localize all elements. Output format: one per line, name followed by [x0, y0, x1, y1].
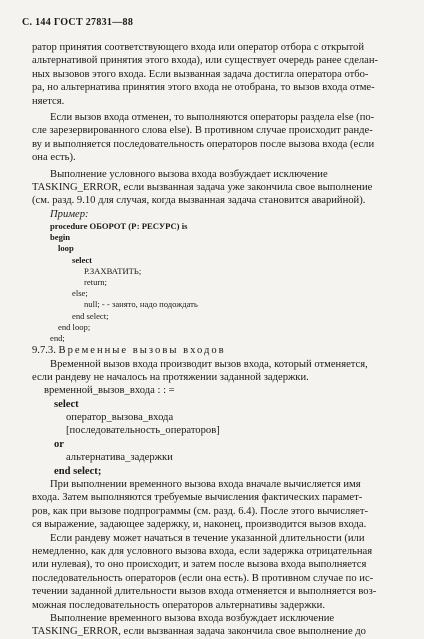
- text-line: TASKING_ERROR, если вызванная задача закончила свое выполнение до: [32, 626, 366, 638]
- syntax-line: оператор_вызова_входа: [66, 412, 174, 424]
- paragraph-6: [32, 532, 400, 612]
- paragraph-1: [32, 41, 400, 108]
- code-line: end select;: [72, 310, 109, 321]
- text-line: Временной вызов входа производит вызов входа, который отменяется,: [50, 358, 368, 370]
- code-line: end;: [50, 332, 65, 343]
- text-line: последовательность операторов (если она есть). В противном случае по ис-: [32, 572, 374, 584]
- syntax-line: end select;: [54, 465, 102, 477]
- code-line: procedure ОБОРОТ (Р: РЕСУРС) is: [50, 221, 188, 232]
- text-line: альтернативой принятия этого входа), или существует очередь ранее сделан-: [32, 55, 379, 67]
- code-line: end loop;: [58, 321, 91, 332]
- text-line: входа. Затем выполняются требуемые вычисления фактических парамет-: [32, 492, 363, 504]
- section-heading: [32, 344, 400, 357]
- syntax-line: select: [54, 398, 79, 410]
- text-line: Выполнение временного вызова входа возбуждает исключение: [50, 612, 335, 624]
- code-line: Р.ЗАХВАТИТЬ;: [84, 265, 142, 276]
- text-line: Выполнение условного вызова входа возбуждает исключение: [50, 168, 328, 180]
- code-line: else;: [72, 288, 88, 299]
- text-line: (см. разд. 9.10 для случая, когда вызванная задача становится аварийной).: [32, 195, 366, 207]
- text-line: можная последовательность операторов альтернативы задержки.: [32, 599, 325, 611]
- paragraph-2: [32, 111, 400, 165]
- text-line: сле зарезервированного слова else). В противном случае происходит ранде-: [32, 125, 373, 137]
- text-line: немедленно, как для условного вызова входа, если задержка отрицательная: [32, 546, 373, 557]
- text-line: няется.: [32, 95, 65, 107]
- paragraph-5: [32, 478, 400, 532]
- code-line: return;: [84, 277, 107, 288]
- code-line: begin: [50, 232, 71, 243]
- syntax-line: альтернатива_задержки: [66, 452, 173, 464]
- text-line: или нулевая), то оно происходит, и затем после вызова входа выполняется: [32, 559, 367, 571]
- section-title: Временные вызовы входов: [58, 345, 226, 357]
- code-line: loop: [58, 243, 74, 254]
- text-line: течении заданной длительности вызов входа отменяется и выполняется воз-: [32, 586, 377, 598]
- code-line: select: [72, 254, 93, 265]
- example-label: Пример:: [50, 208, 89, 220]
- paragraph-4: [32, 358, 400, 385]
- text-line: она есть).: [32, 152, 76, 164]
- code-line: null; - - занято, надо подождать: [84, 299, 198, 310]
- text-line: если рандеву не началось на протяжении заданной задержки.: [32, 371, 309, 383]
- text-line: ных вызовов этого входа. Если вызванная задача достигла оператора отбо-: [32, 68, 369, 80]
- syntax-block: [32, 384, 400, 478]
- syntax-line: [последовательность_операторов]: [66, 425, 220, 437]
- text-line: ся выражение, задающее задержку, и, наконец, производится вызов входа.: [32, 519, 367, 531]
- paragraph-7: [32, 612, 400, 639]
- text-line: ву и выполняется последовательность операторов после вызова входа (если: [32, 138, 375, 150]
- syntax-line: временной_вызов_входа : : =: [44, 385, 175, 397]
- text-line: ратор принятия соответствующего входа или оператор отбора с открытой: [32, 42, 365, 53]
- text-line: ра, но альтернатива принятия этого входа не отобрана, то вызов входа отме-: [32, 82, 375, 94]
- text-line: Если вызов входа отменен, то выполняются операторы раздела else (по-: [50, 111, 375, 123]
- text-line: При выполнении временного вызова входа вначале вычисляется имя: [50, 479, 361, 491]
- text-line: TASKING_ERROR, если вызванная задача уже закончила свое выполнение: [32, 181, 373, 193]
- syntax-line: or: [54, 438, 64, 450]
- page-content: [32, 41, 400, 639]
- code-example: [32, 221, 400, 344]
- page-header: С. 144 ГОСТ 27831—88: [22, 17, 134, 28]
- text-line: ров, как при вызове подпрограммы (см. разд. 6.4). После этого вычисляет-: [32, 505, 369, 517]
- section-number: 9.7.3.: [32, 345, 56, 357]
- paragraph-3: [32, 168, 400, 208]
- text-line: Если рандеву может начаться в течение указанной длительности (или: [50, 532, 365, 544]
